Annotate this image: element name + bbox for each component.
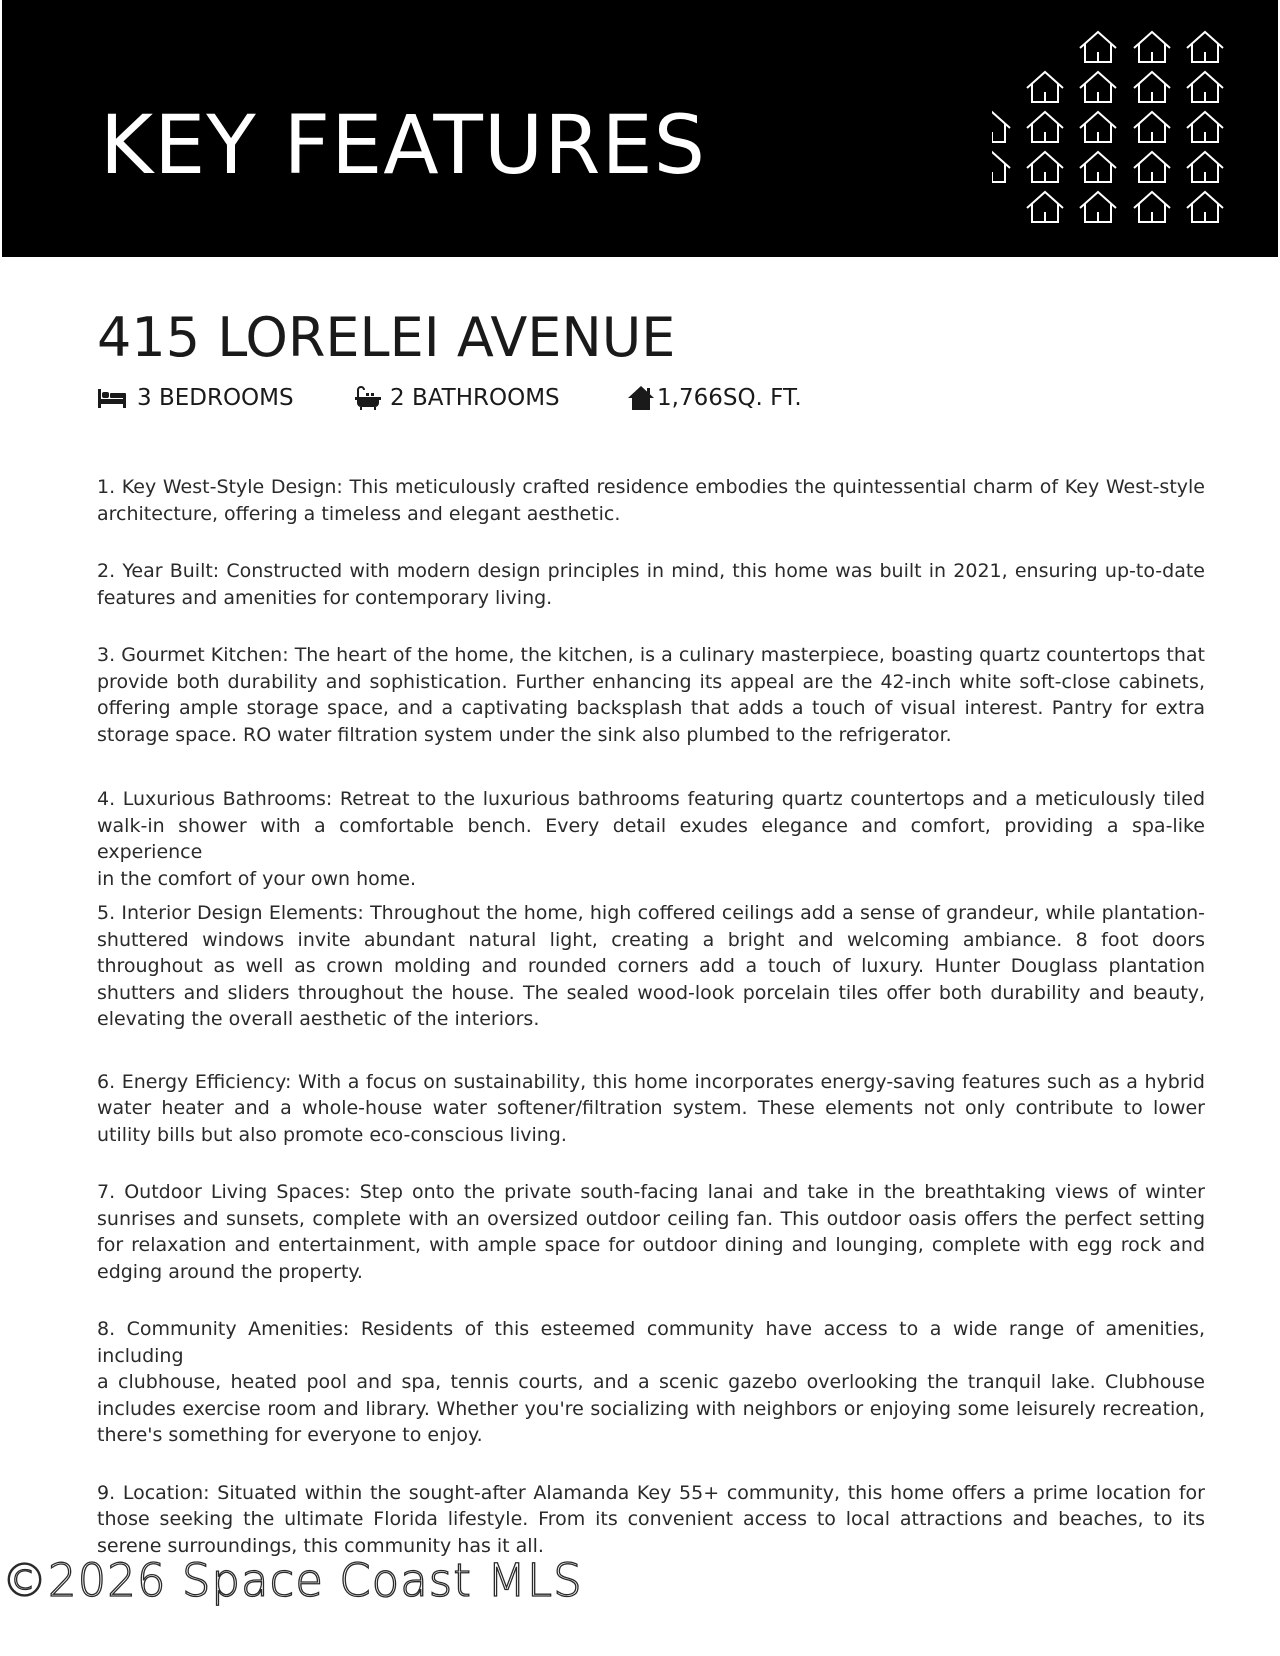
house-outline-icon <box>1187 72 1223 102</box>
property-address: 415 LORELEI AVENUE <box>97 306 676 369</box>
house-outline-icon <box>1134 152 1170 182</box>
feature-item: 6. Energy Efficiency: With a focus on sustainability, this home incorporates energy-saving features such as a hybrid water heater and a whole-house water softener/filtration system. These elements not only contribute to lower utility bills but also promote eco-conscious living. <box>97 1070 1205 1146</box>
house-outline-icon <box>1134 192 1170 222</box>
bathrooms-label: 2 BATHROOMS <box>390 385 560 411</box>
house-outline-icon <box>1134 72 1170 102</box>
house-outline-icon <box>1187 152 1223 182</box>
house-outline-icon <box>1187 32 1223 62</box>
header-banner <box>2 0 1278 257</box>
house-outline-icon <box>1027 152 1063 182</box>
house-outline-icon <box>1134 32 1170 62</box>
bathtub-icon <box>354 385 382 411</box>
feature-item: 1. Key West-Style Design: This meticulously crafted residence embodies the quintessential charm of Key West-style architecture, offering a timeless and elegant aesthetic. <box>97 476 1205 525</box>
features-list <box>97 474 1205 1559</box>
feature-item: 9. Location: Situated within the sought-after Alamanda Key 55+ community, this home offers a prime location for those seeking the ultimate Florida lifestyle. From its convenient access to local attractions and beaches, to its serene surroundings, this community has it all. <box>97 1481 1205 1557</box>
house-outline-icon <box>1134 112 1170 142</box>
home-icon <box>627 385 655 411</box>
house-outline-icon <box>1027 192 1063 222</box>
house-outline-icon <box>1080 72 1116 102</box>
feature-item: 2. Year Built: Constructed with modern design principles in mind, this home was built in 2021, ensuring up-to-date features and amenities for contemporary living. <box>97 560 1205 609</box>
feature-item: 3. Gourmet Kitchen: The heart of the home, the kitchen, is a culinary masterpiece, boasting quartz countertops that provide both durability and sophistication. Further enhancing its appeal are the 42-inch white soft-close cabinets, offering ample storage space, and a captivating backsplash that adds a touch of visual interest. Pantry for extra storage space. RO water filtration system under the sink also plumbed to the refrigerator. <box>97 644 1205 746</box>
house-outline-icon <box>1027 72 1063 102</box>
house-outline-icon <box>1080 112 1116 142</box>
copyright-watermark: ©2026 Space Coast MLS <box>2 1554 583 1607</box>
house-outline-icon <box>1187 112 1223 142</box>
house-outline-icon <box>1027 112 1063 142</box>
feature-item: 7. Outdoor Living Spaces: Step onto the private south-facing lanai and take in the breathtaking views of winter sunrises and sunsets, complete with an oversized outdoor ceiling fan. This outdoor oasis offers the perfect setting for relaxation and entertainment, with ample space for outdoor dining and lounging, complete with egg rock and edging around the property. <box>97 1181 1205 1283</box>
house-outline-icon <box>1080 192 1116 222</box>
bathrooms-stat <box>354 380 560 416</box>
house-outline-icon <box>1080 152 1116 182</box>
bedrooms-label: 3 BEDROOMS <box>137 385 294 411</box>
property-stats <box>97 380 1197 416</box>
feature-item: 5. Interior Design Elements: Throughout the home, high coffered ceilings add a sense of grandeur, while plantation-shuttered windows invite abundant natural light, creating a bright and welcoming ambiance. 8 foot doors throughout as well as crown molding and rounded corners add a touch of luxury. Hunter Douglass plantation shutters and sliders throughout the house. The sealed wood-look porcelain tiles offer both durability and beauty, elevating the overall aesthetic of the interiors. <box>97 902 1205 1030</box>
house-outlines-icon <box>992 20 1280 242</box>
feature-item: 4. Luxurious Bathrooms: Retreat to the luxurious bathrooms featuring quartz countertops and a meticulously tiled walk-in shower with a comfortable bench. Every detail exudes elegance and comfort, providing a spa-like experience in the comfort of your own home. <box>97 788 1205 890</box>
area-label: 1,766SQ. FT. <box>657 385 802 411</box>
page-title: KEY FEATURES <box>100 99 707 193</box>
house-outline-icon <box>992 112 1010 142</box>
feature-item: 8. Community Amenities: Residents of this esteemed community have access to a wide range of amenities, including a clubhouse, heated pool and spa, tennis courts, and a scenic gazebo overlooking the tranquil lake. Clubhouse includes exercise room and library. Whether you're socializing with neighbors or enjoying some leisurely recreation, there's something for everyone to enjoy. <box>97 1318 1205 1446</box>
bedrooms-stat <box>97 380 294 416</box>
area-stat <box>627 380 802 416</box>
house-outline-icon <box>992 152 1010 182</box>
house-outline-icon <box>1080 32 1116 62</box>
house-outline-icon <box>1187 192 1223 222</box>
bed-icon <box>97 387 127 409</box>
